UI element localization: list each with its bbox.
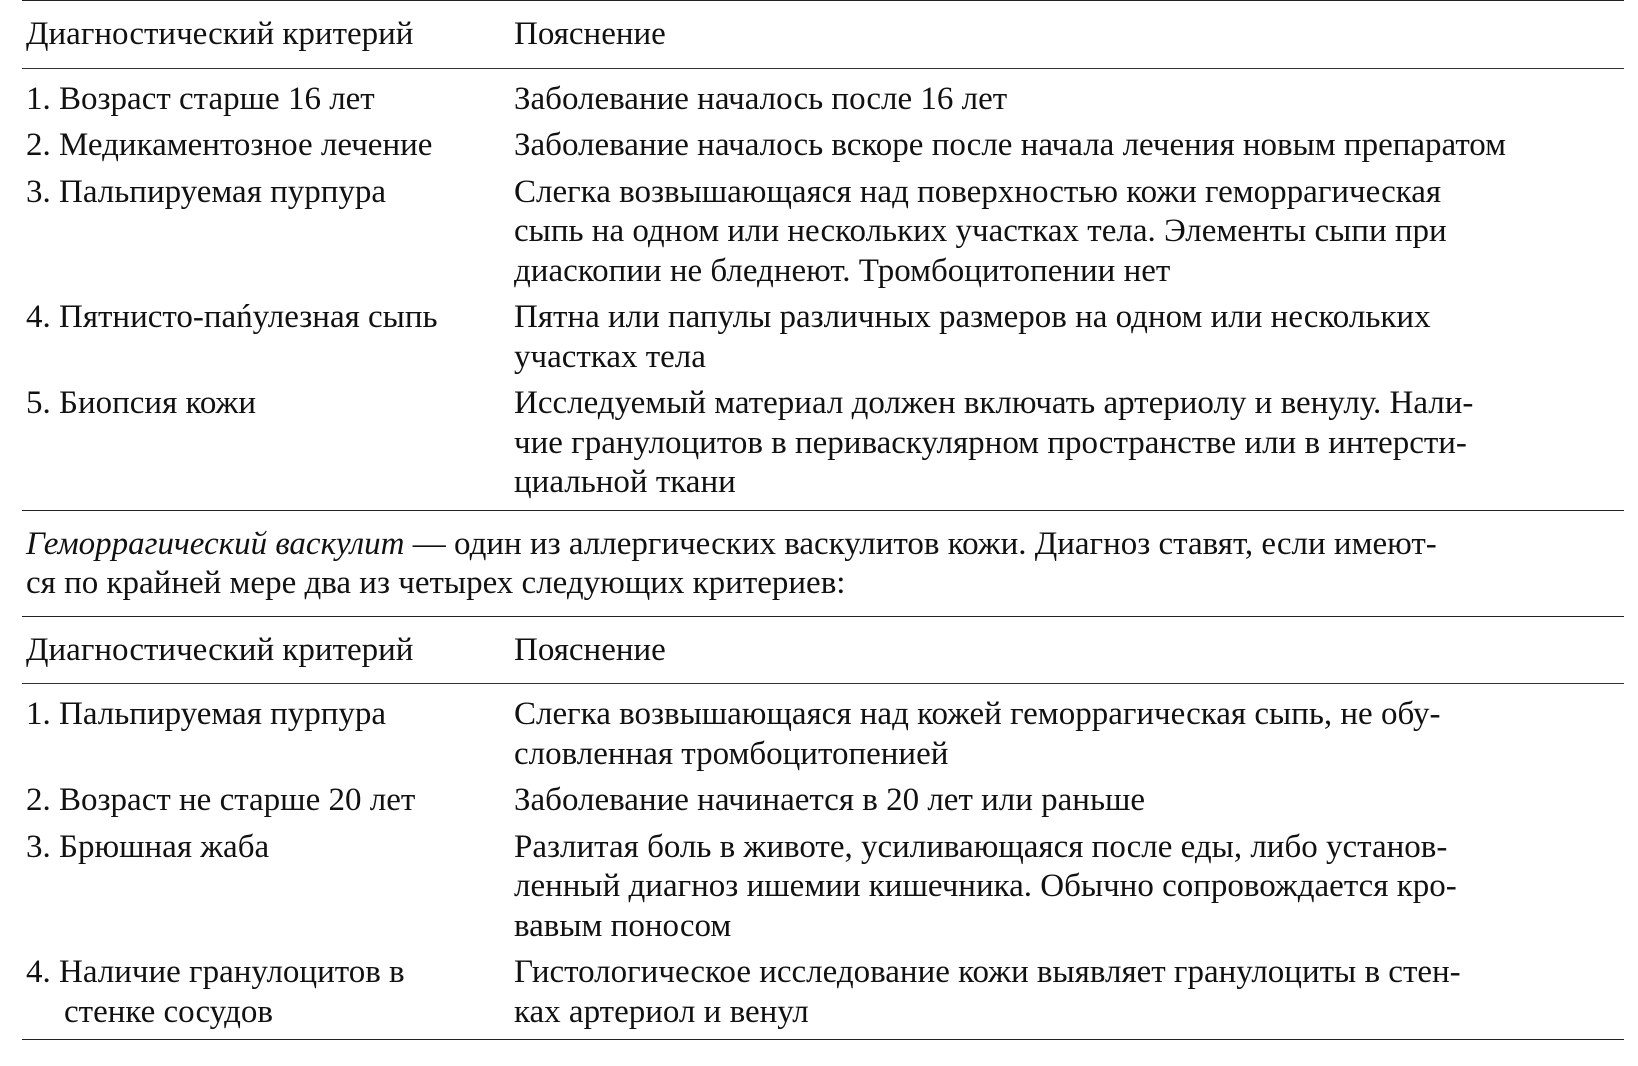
table-row — [22, 126, 1624, 166]
document-page — [22, 0, 1624, 1040]
table-row — [22, 953, 1624, 1032]
table-row — [22, 684, 1624, 774]
criterion-cell — [22, 953, 514, 1032]
criteria-table-2 — [22, 617, 1624, 1033]
paragraph-text: — один из аллергических васкулитов кожи. Диагноз ставят, если имеют- — [404, 525, 1437, 562]
explanation-line: сыпь на одном или нескольких участках тела. Элементы сыпи при — [514, 213, 1447, 249]
explanation-line: Слегка возвышающаяся над поверхностью кожи геморрагическая — [514, 173, 1442, 210]
table2-header-criterion: Диагностический критерий — [26, 631, 414, 668]
explanation-cell — [514, 781, 1624, 821]
criterion-cell: 3. Пальпируемая пурпура — [26, 173, 387, 210]
explanation-cell — [514, 828, 1624, 947]
explanation-cell — [514, 695, 1624, 774]
explanation-line: чие гранулоцитов в периваскулярном пространстве или в интерсти- — [514, 424, 1467, 461]
table2-bottom-rule — [22, 1039, 1624, 1040]
criterion-line: стенке сосудов — [64, 993, 273, 1030]
explanation-line: Разлитая боль в животе, усиливающаяся после еды, либо установ- — [514, 828, 1448, 865]
table2-header-row — [22, 617, 1624, 684]
table-row — [22, 69, 1624, 120]
table-row — [22, 781, 1624, 821]
explanation-line: Исследуемый материал должен включать артериолу и венулу. Нали- — [514, 385, 1474, 421]
table-row — [22, 384, 1624, 503]
criterion-cell — [22, 828, 514, 947]
criterion-line: 2. Возраст не старше 20 лет — [26, 782, 416, 818]
explanation-cell — [514, 173, 1624, 292]
criterion-cell: 2. Медикаментозное лечение — [26, 127, 433, 163]
table-row — [22, 173, 1624, 292]
explanation-cell — [514, 384, 1624, 503]
explanation-line: Слегка возвышающаяся над кожей геморрагическая сыпь, не обу- — [514, 696, 1441, 732]
explanation-cell — [514, 126, 1624, 166]
paragraph-term: Геморрагический васкулит — [26, 525, 405, 562]
criteria-table-1 — [22, 1, 1624, 503]
table-row — [22, 828, 1624, 947]
table1-header-explanation: Пояснение — [514, 16, 666, 52]
explanation-cell — [514, 298, 1624, 377]
table2-header-explanation: Пояснение — [514, 631, 666, 668]
criterion-cell: 5. Биопсия кожи — [26, 385, 257, 421]
explanation-line: Заболевание началось после 16 лет — [514, 80, 1008, 117]
explanation-line: вавым поносом — [514, 907, 732, 944]
paragraph-line — [26, 525, 1620, 565]
explanation-line: Пятна или папулы различных размеров на одном или нескольких — [514, 299, 1431, 335]
body-paragraph — [22, 511, 1624, 616]
table-row — [22, 298, 1624, 377]
explanation-cell — [514, 80, 1624, 120]
explanation-line: ленный диагноз ишемии кишечника. Обычно сопровождается кро- — [514, 868, 1457, 904]
table1-header-criterion: Диагностический критерий — [26, 16, 414, 52]
paragraph-line: ся по крайней мере два из четырех следующих критериев: — [26, 565, 846, 601]
explanation-line: диаскопии не бледнеют. Тромбоцитопении нет — [514, 252, 1171, 289]
explanation-line: Заболевание началось вскоре после начала лечения новым препаратом — [514, 127, 1507, 163]
criterion-line: 3. Брюшная жаба — [26, 828, 270, 865]
criterion-line: 4. Наличие гранулоцитов в — [26, 954, 405, 990]
explanation-line: участках тела — [514, 338, 706, 375]
criterion-line: 1. Пальпируемая пурпура — [26, 696, 387, 732]
criterion-cell: 1. Возраст старше 16 лет — [26, 80, 375, 117]
criterion-cell — [22, 695, 514, 774]
explanation-line: Заболевание начинается в 20 лет или раньше — [514, 782, 1146, 818]
explanation-line: Гистологическое исследование кожи выявляет гранулоциты в стен- — [514, 954, 1461, 990]
criterion-cell — [22, 781, 514, 821]
criterion-cell: 4. Пятнисто-пańулезная сыпь — [26, 299, 438, 335]
explanation-cell — [514, 953, 1624, 1032]
explanation-line: ках артериол и венул — [514, 993, 809, 1030]
table1-header-row — [22, 1, 1624, 68]
explanation-line: словленная тромбоцитопенией — [514, 735, 949, 772]
explanation-line: циальной ткани — [514, 464, 736, 500]
